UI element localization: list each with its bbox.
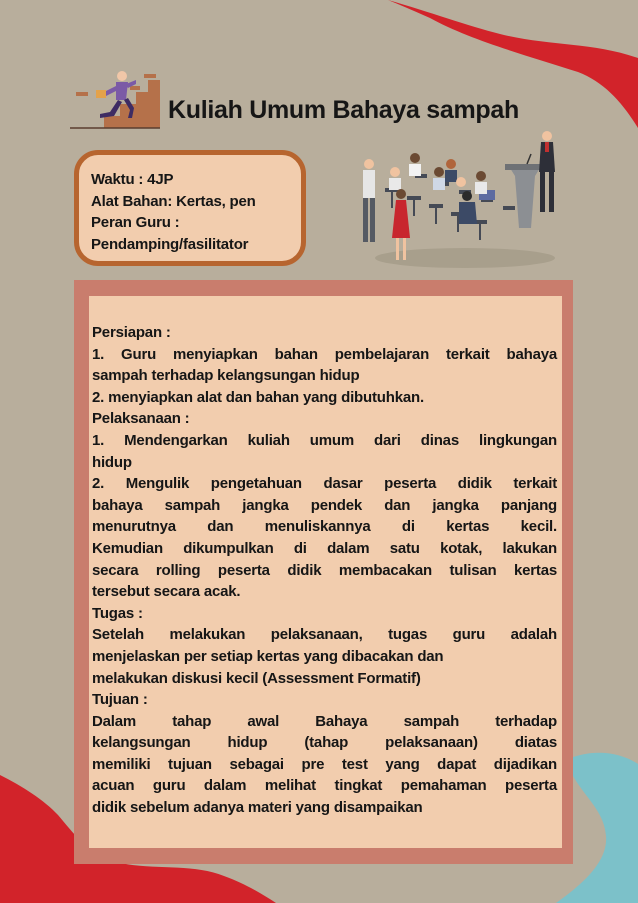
standing-man [363, 159, 375, 242]
heading-persiapan: Persiapan : [92, 324, 171, 341]
text-line: 2. menyiapkan alat dan bahan yang dibutuhkan. [92, 388, 424, 406]
text-line: kelangsungan hidup (tahap pelaksanaan) diatas [92, 734, 557, 752]
text-line: hidup [92, 453, 132, 471]
content-text [92, 322, 557, 819]
text-line: menurutnya dan menuliskannya di kertas kecil. [92, 518, 557, 536]
info-box [74, 150, 306, 266]
heading-pelaksanaan: Pelaksanaan : [92, 410, 190, 428]
text-line: melakukan diskusi kecil (Assessment Formatif) [92, 669, 421, 687]
text-line: 2. Mengulik pengetahuan dasar peserta didik terkait [92, 475, 557, 493]
text-line: memiliki tujuan sebagai pre test yang dapat dijadikan [92, 755, 557, 773]
text-line: secara rolling peserta didik membacakan tulisan kertas [92, 561, 557, 579]
speaker-podium [505, 154, 545, 228]
lecture-illustration [355, 128, 565, 278]
info-teacher-role: Pendamping/fasilitator [91, 235, 249, 253]
text-line: tersebut secara acak. [92, 583, 241, 601]
page-title: Kuliah Umum Bahaya sampah [168, 96, 519, 124]
text-line: acuan guru dalam melihat tingkat pemahaman peserta [92, 777, 557, 795]
text-line: sampah terhadap kelangsungan hidup [92, 367, 360, 385]
text-line: Dalam tahap awal Bahaya sampah terhadap [92, 712, 557, 730]
heading-tugas: Tugas : [92, 604, 143, 622]
info-teacher-role-label: Peran Guru : [91, 214, 180, 231]
text-line: bahaya sampah jangka pendek dan jangka panjang [92, 496, 557, 514]
text-line: 1. Guru menyiapkan bahan pembelajaran terkait bahaya [92, 345, 557, 363]
speaker-person [539, 131, 555, 212]
text-line: Setelah melakukan pelaksanaan, tugas guru adalah [92, 626, 557, 644]
info-materials: Alat Bahan: Kertas, pen [91, 192, 256, 210]
stairs-climber-icon [70, 66, 166, 130]
text-line: menjelaskan per setiap kertas yang dibacakan dan [92, 647, 444, 665]
text-line: 1. Mendengarkan kuliah umum dari dinas lingkungan [92, 431, 557, 449]
text-line: Kemudian dikumpulkan di dalam satu kotak, lakukan [92, 539, 557, 557]
heading-tujuan: Tujuan : [92, 691, 148, 709]
info-time: Waktu : 4JP [91, 171, 174, 188]
text-line: didik sebelum adanya materi yang disampaikan [92, 799, 423, 817]
